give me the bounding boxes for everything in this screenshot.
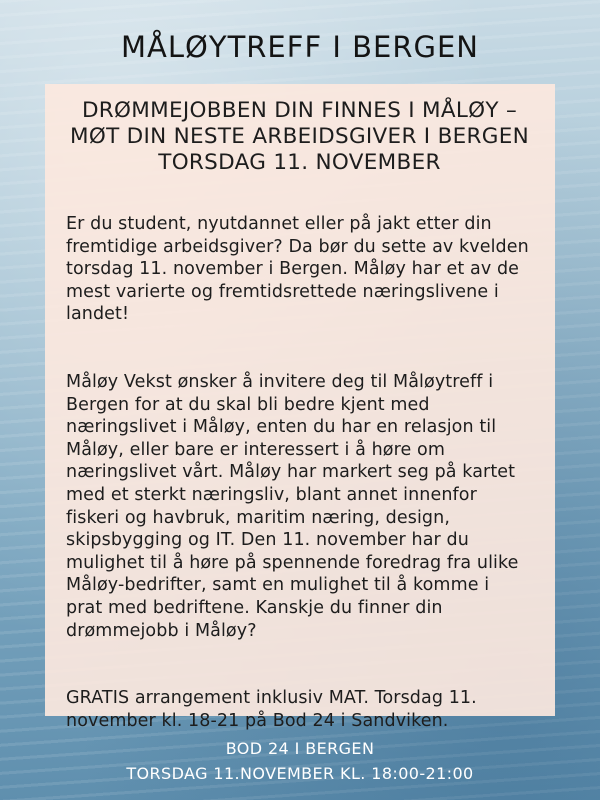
paragraph-line: skipsbygging og IT. Den 11. november har du (66, 530, 469, 551)
card-heading-line: TORSDAG 11. NOVEMBER (158, 150, 441, 175)
paragraph-line: mulighet til å høre på spennende foredrag fra ulike (66, 552, 519, 573)
intro-paragraph (66, 213, 533, 326)
footer-date-time: TORSDAG 11.NOVEMBER KL. 18:00-21:00 (126, 764, 474, 783)
paragraph-line: Måløy, eller bare er interessert i å høre om (66, 439, 445, 460)
details-paragraph (66, 687, 533, 732)
card-heading (66, 98, 533, 176)
invitation-card (45, 84, 555, 731)
paragraph-line: fremtidige arbeidsgiver? Da bør du sette av kvelden (66, 236, 529, 257)
paragraph-line: november kl. 18-21 på Bod 24 i Sandviken. (66, 710, 449, 731)
paragraph-line: prat med bedriftene. Kanskje du finner din (66, 597, 443, 618)
invitation-paragraph (66, 371, 533, 642)
page-title: MÅLØYTREFF I BERGEN (121, 30, 479, 64)
paragraph-line: næringslivet vårt. Måløy har markert seg på kartet (66, 462, 516, 483)
paragraph-line: GRATIS arrangement inklusiv MAT. Torsdag 11. (66, 688, 477, 709)
paragraph-line: drømmejobb i Måløy? (66, 620, 257, 641)
paragraph-line: landet! (66, 304, 130, 325)
paragraph-line: næringslivet i Måløy, enten du har en relasjon til (66, 417, 497, 438)
card-heading-line: MØT DIN NESTE ARBEIDSGIVER I BERGEN (70, 124, 529, 149)
paragraph-line: torsdag 11. november i Bergen. Måløy har et av de (66, 259, 520, 280)
footer-venue: BOD 24 I BERGEN (225, 739, 375, 758)
paragraph-line: Er du student, nyutdannet eller på jakt etter din (66, 214, 492, 234)
paragraph-line: fiskeri og havbruk, maritim næring, design, (66, 507, 450, 528)
card-heading-line: DRØMMEJOBBEN DIN FINNES I MÅLØY – (81, 98, 518, 123)
paragraph-line: Måløy-bedrifter, samt en mulighet til å komme i (66, 575, 490, 596)
paragraph-line: mest varierte og fremtidsrettede næringslivene i (66, 281, 499, 302)
paragraph-line: Måløy Vekst ønsker å invitere deg til Måløytreff i (66, 371, 494, 392)
paragraph-line: med et sterkt næringsliv, blant annet innenfor (66, 484, 477, 505)
paragraph-line: Bergen for at du skal bli bedre kjent med (66, 394, 430, 415)
